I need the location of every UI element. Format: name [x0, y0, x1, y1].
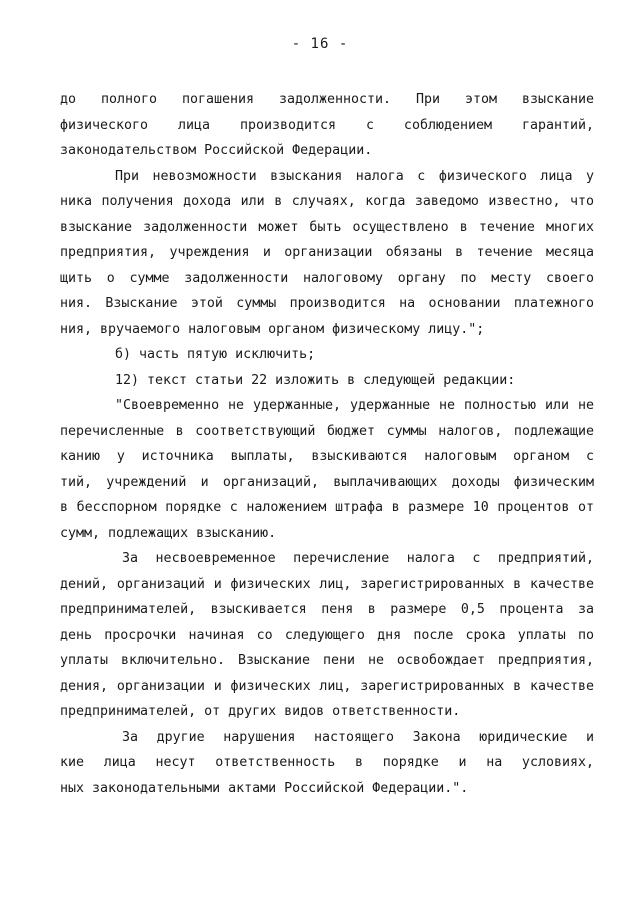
text-line: взыскание задолженности может быть осуществлено в течение многих	[60, 219, 594, 235]
text-line: дения, организации и физических лиц, зарегистрированных в качестве	[60, 678, 594, 694]
text-line: в бесспорном порядке с наложением штрафа в размере 10 процентов от	[60, 500, 594, 515]
text-line: ных законодательными актами Российской Федерации.".	[60, 780, 469, 796]
text-line: канию у источника выплаты, взыскиваются налоговым органом с	[60, 449, 594, 464]
text-line: ника получения дохода или в случаях, когда заведомо известно, что	[60, 194, 594, 209]
text-line: дений, организаций и физических лиц, зарегистрированных в качестве	[60, 576, 594, 592]
document-body	[60, 87, 594, 801]
text-line: предпринимателей, от других видов ответственности.	[60, 704, 461, 719]
text-line: При невозможности взыскания налога с физического лица у	[115, 168, 594, 184]
text-line: 12) текст статьи 22 изложить в следующей редакции:	[115, 372, 516, 388]
text-line: уплаты включительно. Взыскание пени не освобождает предприятия,	[60, 653, 594, 668]
text-line: ния. Взыскание этой суммы производится на основании платежного	[60, 296, 594, 311]
text-line: законодательством Российской Федерации.	[60, 143, 373, 158]
text-line: сумм, подлежащих взысканию.	[60, 525, 277, 541]
text-line: до полного погашения задолженности. При этом взыскание	[60, 92, 594, 107]
text-line: "Своевременно не удержанные, удержанные не полностью или не	[115, 398, 594, 413]
text-line: щить о сумме задолженности налоговому органу по месту своего	[60, 270, 594, 286]
text-line: день просрочки начиная со следующего дня после срока уплаты по	[60, 627, 594, 643]
text-line: тий, учреждений и организаций, выплачивающих доходы физическим	[60, 474, 594, 490]
text-line: физического лица производится с соблюдением гарантий,	[60, 117, 594, 133]
text-line: кие лица несут ответственность в порядке и на условиях,	[60, 755, 594, 770]
text-line: предприятия, учреждения и организации обязаны в течение месяца	[60, 245, 594, 260]
text-line: За другие нарушения настоящего Закона юридические и	[122, 729, 594, 745]
page-number: - 16 -	[291, 36, 349, 52]
text-line: предпринимателей, взыскивается пеня в размере 0,5 процента за	[60, 602, 594, 617]
text-line: б) часть пятую исключить;	[115, 347, 316, 362]
text-line: За несвоевременное перечисление налога с предприятий,	[122, 551, 594, 566]
text-line: перечисленные в соответствующий бюджет суммы налогов, подлежащие	[60, 423, 594, 439]
text-line: ния, вручаемого налоговым органом физическому лицу.";	[60, 321, 485, 337]
